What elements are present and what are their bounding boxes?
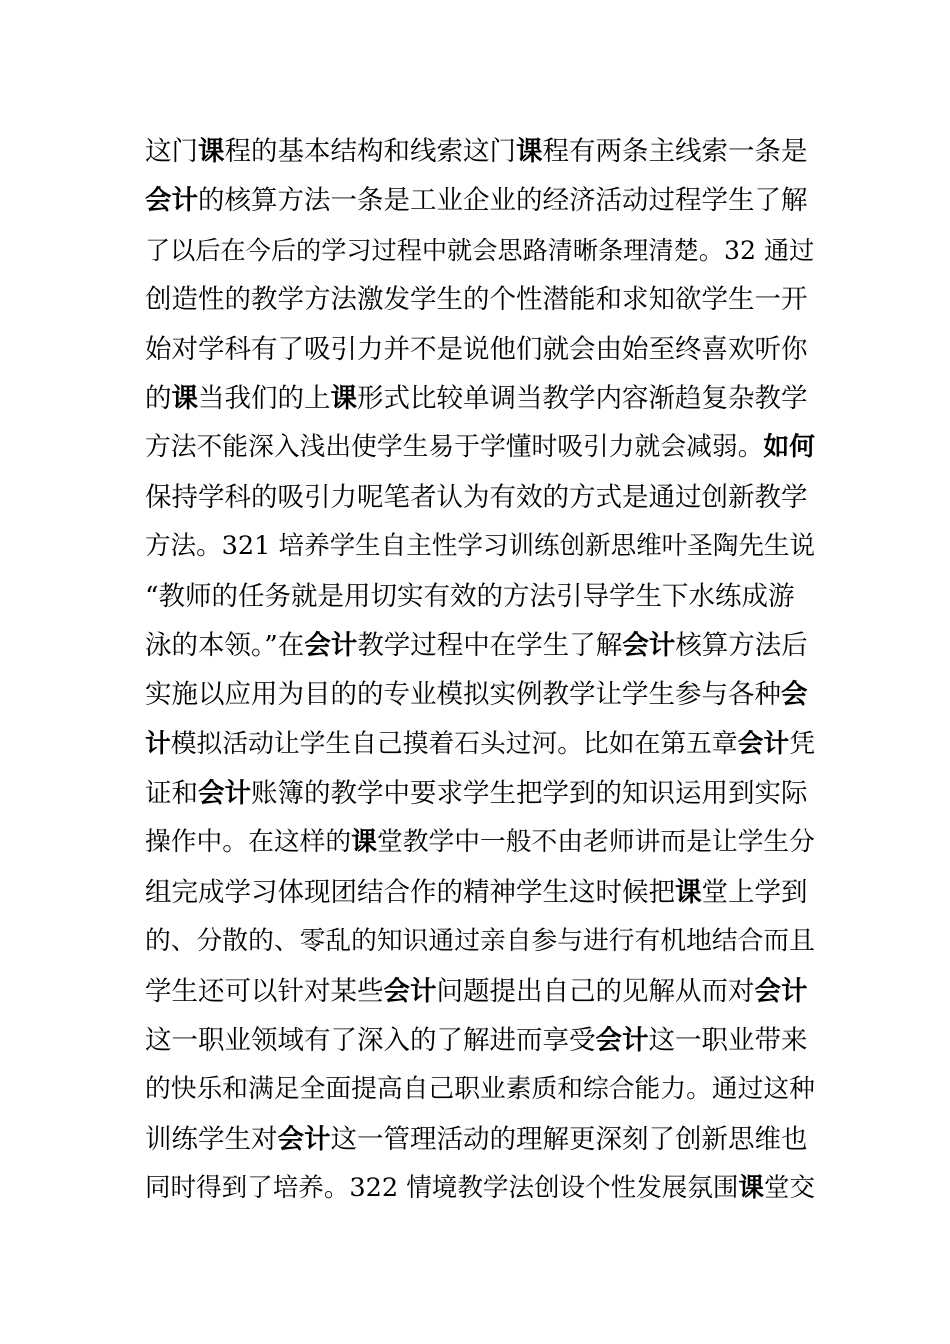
text-segment: 方法。321 培养学生自主性学习训练创新思维叶圣陶先生说 <box>145 531 815 562</box>
text-segment: 操作中。在这样的 <box>145 827 352 858</box>
highlighted-term: 计 <box>145 728 171 759</box>
text-segment: 堂交 <box>763 1173 815 1204</box>
text-segment: 程的基本结构和线索这门 <box>224 136 516 167</box>
text-segment: 堂上学到 <box>701 876 808 908</box>
text-segment: 泳的本领。”在 <box>145 629 305 661</box>
text-segment: 这门 <box>145 136 198 167</box>
text-segment: 核算方法后 <box>675 629 808 661</box>
text-line <box>145 917 815 966</box>
text-line <box>145 522 815 571</box>
text-line <box>145 868 815 917</box>
text-segment: 的 <box>145 382 172 414</box>
highlighted-term: 会计 <box>145 185 198 217</box>
text-segment: 学生还可以针对某些 <box>145 975 384 1007</box>
text-line <box>145 572 815 621</box>
text-segment: 始对学科有了吸引力并不是说他们就会由始至终喜欢听你 <box>145 333 808 365</box>
text-segment: 创造性的教学方法激发学生的个性潜能和求知欲学生一开 <box>145 284 808 316</box>
highlighted-term: 课 <box>330 382 357 414</box>
highlighted-term: 课 <box>351 827 377 858</box>
highlighted-term: 会计 <box>737 728 790 759</box>
highlighted-term: 课 <box>675 876 702 908</box>
text-line <box>145 226 815 275</box>
text-line <box>145 769 815 818</box>
text-line <box>145 967 815 1016</box>
highlighted-term: 会计 <box>277 1123 331 1155</box>
text-line <box>145 670 815 719</box>
text-segment: 实施以应用为目的的专业模拟实例教学让学生参与各种 <box>145 679 781 711</box>
highlighted-term: 会计 <box>622 629 676 661</box>
text-line <box>145 325 815 374</box>
highlighted-term: 如何 <box>763 432 815 463</box>
highlighted-term: 会计 <box>304 629 358 661</box>
text-line <box>145 1164 815 1213</box>
highlighted-term: 课 <box>198 136 225 167</box>
text-line <box>145 1016 815 1065</box>
text-segment: 这一职业领域有了深入的了解进而享受 <box>145 1025 596 1057</box>
text-line <box>145 720 815 769</box>
text-segment: 模拟活动让学生自己摸着石头过河。比如在第五章 <box>170 728 738 759</box>
text-line <box>145 176 815 225</box>
text-segment: 保持学科的吸引力呢笔者认为有效的方式是通过创新教学 <box>145 481 808 513</box>
text-segment: 训练学生对 <box>145 1123 278 1155</box>
text-line <box>145 1065 815 1114</box>
text-segment: 了以后在今后的学习过程中就会思路清晰条理清楚。32 通过 <box>145 235 815 265</box>
text-segment: 同时得到了培养。322 情境教学法创设个性发展氛围 <box>145 1173 739 1204</box>
text-segment: 的、分散的、零乱的知识通过亲自参与进行有机地结合而且 <box>145 926 815 957</box>
text-segment: 的核算方法一条是工业企业的经济活动过程学生了解 <box>198 185 808 217</box>
text-line <box>145 127 815 176</box>
text-segment: 当我们的上 <box>198 382 331 414</box>
text-segment: 方法不能深入浅出使学生易于学懂时吸引力就会减弱。 <box>145 432 764 463</box>
highlighted-term: 课 <box>516 136 543 167</box>
text-line <box>145 1115 815 1164</box>
text-segment: 的快乐和满足全面提高自己职业素质和综合能力。通过这种 <box>145 1074 815 1105</box>
body-text <box>145 127 815 1214</box>
text-segment: 账簿的教学中要求学生把学到的知识运用到实际 <box>251 778 808 810</box>
text-segment: 凭 <box>789 728 815 759</box>
highlighted-term: 会计 <box>754 975 808 1007</box>
text-segment: 形式比较单调当教学内容渐趋复杂教学 <box>357 382 808 414</box>
text-segment: 教学过程中在学生了解 <box>357 629 623 661</box>
text-segment: 堂教学中一般不由老师讲而是让学生分 <box>376 827 815 858</box>
text-segment: 问题提出自己的见解从而对 <box>436 975 755 1007</box>
text-segment: 证和 <box>145 778 198 810</box>
highlighted-term: 会 <box>781 679 808 711</box>
text-line <box>145 275 815 324</box>
text-line <box>145 621 815 670</box>
text-segment: 这一职业带来 <box>648 1025 808 1057</box>
highlighted-term: 会计 <box>198 778 251 810</box>
highlighted-term: 会计 <box>383 975 437 1007</box>
text-line <box>145 423 815 472</box>
text-segment: “教师的任务就是用切实有效的方法引导学生下水练成游 <box>145 580 795 612</box>
text-segment: 程有两条主线索一条是 <box>542 136 808 167</box>
highlighted-term: 课 <box>738 1173 764 1204</box>
highlighted-term: 课 <box>171 382 198 414</box>
text-line <box>145 818 815 867</box>
text-line <box>145 374 815 423</box>
text-line <box>145 473 815 522</box>
text-segment: 组完成学习体现团结合作的精神学生这时候把 <box>145 876 675 908</box>
highlighted-term: 会计 <box>595 1025 649 1057</box>
text-segment: 这一管理活动的理解更深刻了创新思维也 <box>330 1123 808 1155</box>
